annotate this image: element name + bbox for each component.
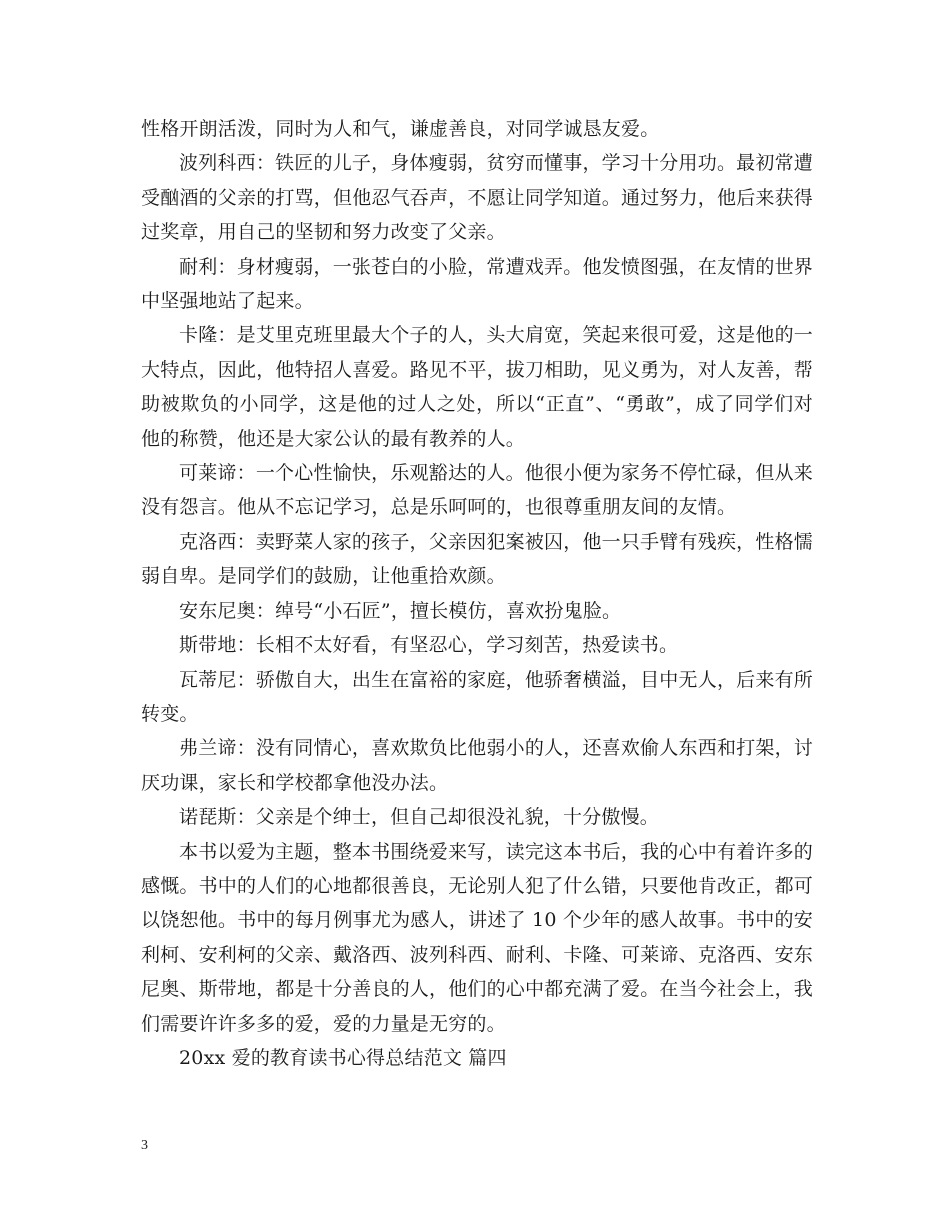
paragraph-continuation: 性格开朗活泼，同时为人和气，谦虚善良，对同学诚恳友爱。	[141, 118, 660, 140]
paragraph-nuopisi: 诺琵斯：父亲是个绅士，但自己却很没礼貌，十分傲慢。	[179, 806, 660, 829]
section-heading: 20xx 爱的教育读书心得总结范文 篇四	[179, 1046, 507, 1069]
paragraph-wadini: 瓦蒂尼：骄傲自大，出生在富裕的家庭，他骄奢横溢，目中无人，后来有所转变。	[141, 668, 813, 725]
paragraph-bolie-kexi: 波列科西：铁匠的儿子，身体瘦弱，贫穷而懂事，学习十分用功。最初常遭受酗酒的父亲的打骂，但他忍气吞声，不愿让同学知道。通过努力，他后来获得过奖章，用自己的坚韧和努力改变了父亲。	[141, 152, 814, 244]
paragraph-andongniao: 安东尼奥：绰号“小石匠”，擅长模仿，喜欢扮鬼脸。	[179, 599, 622, 622]
paragraph-summary: 本书以爱为主题，整本书围绕爱来写，读完这本书后，我的心中有着许多的感慨。书中的人们的心地都很善良，无论别人犯了什么错，只要他肯改正，都可以饶恕他。书中的每月例事尤为感人，讲述了 10 个少年的感人故事。书中的安利柯、安利柯的父亲、戴洛西、波列科西、耐利、卡隆、可莱谛、克洛西、安东尼奥、斯带地，都是十分善良的人，他们的心中都充满了爱。在当今社会上，我们需要许许多多的爱，爱的力量是无穷的。	[141, 840, 814, 1035]
document-body	[141, 112, 813, 1075]
paragraph-kalong: 卡隆：是艾里克班里最大个子的人，头大肩宽，笑起来很可爱，这是他的一大特点，因此，他特招人喜爱。路见不平，拔刀相助，见义勇为，对人友善，帮助被欺负的小同学，这是他的过人之处，所以“正直”、“勇敢”，成了同学们对他的称赞，他还是大家公认的最有教养的人。	[141, 324, 814, 450]
paragraph-kelaidi: 可莱谛：一个心性愉快，乐观豁达的人。他很小便为家务不停忙碌，但从来没有怨言。他从不忘记学习，总是乐呵呵的，也很尊重朋友间的友情。	[141, 462, 813, 519]
paragraph-sidaidi: 斯带地：长相不太好看，有坚忍心，学习刻苦，热爱读书。	[179, 634, 679, 657]
paragraph-keluoxi: 克洛西：卖野菜人家的孩子，父亲因犯案被囚，他一只手臂有残疾，性格懦弱自卑。是同学们的鼓励，让他重拾欢颜。	[141, 530, 813, 588]
paragraph-naili: 耐利：身材瘦弱，一张苍白的小脸，常遭戏弄。他发愤图强，在友情的世界中坚强地站了起来。	[141, 255, 813, 313]
page-number: 3	[141, 1138, 148, 1153]
paragraph-fulandi: 弗兰谛：没有同情心，喜欢欺负比他弱小的人，还喜欢偷人东西和打架，讨厌功课，家长和学校都拿他没办法。	[141, 737, 813, 794]
